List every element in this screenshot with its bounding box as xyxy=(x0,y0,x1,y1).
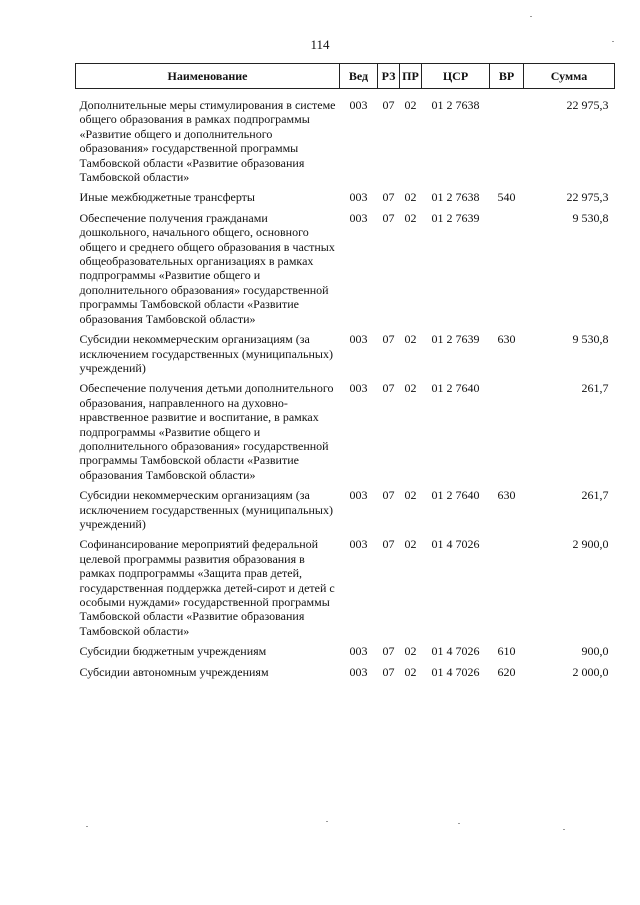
cell-sum: 9 530,8 xyxy=(572,210,609,225)
cell-ved: 003 xyxy=(349,664,368,679)
table-row xyxy=(76,381,615,488)
cell-csr: 01 2 7638 xyxy=(431,190,480,205)
cell-pr: 02 xyxy=(404,210,417,225)
cell-csr: 01 2 7639 xyxy=(431,210,480,225)
cell-sum: 22 975,3 xyxy=(566,98,609,112)
cell-rz: 07 xyxy=(382,644,395,659)
cell-sum: 900,0 xyxy=(581,644,609,659)
cell-name: Обеспечение получения детьми дополнительного образования, направленного на духовно-нравственное развитие и воспитание, в рамках подпрограммы «Развитие общего и дополнительного образования» государственной программы Тамбовской области «Развитие образования Тамбовской области» xyxy=(79,381,334,482)
cell-rz: 07 xyxy=(382,332,395,347)
cell-rz: 07 xyxy=(382,664,395,679)
cell-pr: 02 xyxy=(404,98,417,112)
cell-name: Субсидии автономным учреждениям xyxy=(79,664,269,679)
cell-sum: 2 900,0 xyxy=(572,537,609,552)
cell-rz: 07 xyxy=(382,537,395,552)
cell-pr: 02 xyxy=(404,537,417,552)
cell-csr: 01 2 7639 xyxy=(431,332,480,347)
cell-pr: 02 xyxy=(404,488,417,503)
table-row xyxy=(76,488,615,537)
cell-sum: 261,7 xyxy=(581,488,609,503)
scan-speck xyxy=(563,829,565,830)
cell-ved: 003 xyxy=(349,190,368,205)
header-csr: ЦСР xyxy=(422,64,490,89)
cell-rz: 07 xyxy=(382,488,395,503)
cell-name: Дополнительные меры стимулирования в системе общего образования в рамках подпрограммы «Развитие общего и дополнительного образования» государственной программы Тамбовской области «Развитие образования Тамбовской области» xyxy=(79,98,336,185)
table-row xyxy=(76,332,615,381)
cell-ved: 003 xyxy=(349,537,368,552)
cell-pr: 02 xyxy=(404,664,417,679)
cell-sum: 2 000,0 xyxy=(572,664,609,679)
cell-pr: 02 xyxy=(404,190,417,205)
cell-csr: 01 2 7640 xyxy=(431,488,480,503)
cell-pr: 02 xyxy=(404,332,417,347)
cell-vr xyxy=(490,89,524,191)
cell-vr: 610 xyxy=(497,644,516,659)
cell-name: Иные межбюджетные трансферты xyxy=(79,190,255,205)
cell-rz: 07 xyxy=(382,381,395,396)
table-row xyxy=(76,211,615,332)
cell-vr: 540 xyxy=(497,190,516,205)
scan-speck xyxy=(326,821,328,822)
cell-name: Субсидии некоммерческим организациям (за исключением государственных (муниципальных) учреждений) xyxy=(79,332,333,375)
scan-speck xyxy=(530,16,532,17)
cell-ved: 003 xyxy=(349,488,368,503)
cell-csr: 01 4 7026 xyxy=(431,537,480,552)
scan-speck xyxy=(612,41,614,42)
cell-csr: 01 2 7638 xyxy=(431,98,480,112)
scan-speck xyxy=(458,823,460,824)
table-row xyxy=(76,537,615,644)
cell-rz: 07 xyxy=(382,190,395,205)
header-name: Наименование xyxy=(76,64,340,89)
cell-ved: 003 xyxy=(349,98,368,112)
header-sum: Сумма xyxy=(524,64,615,89)
table-row xyxy=(76,190,615,210)
budget-table xyxy=(75,63,615,685)
cell-rz: 07 xyxy=(382,98,395,112)
cell-name: Субсидии некоммерческим организациям (за исключением государственных (муниципальных) учреждений) xyxy=(79,488,333,531)
cell-ved: 003 xyxy=(349,332,368,347)
cell-ved: 003 xyxy=(349,381,368,396)
cell-ved: 003 xyxy=(349,644,368,659)
page-number: 114 xyxy=(310,37,330,52)
cell-sum: 22 975,3 xyxy=(566,190,609,205)
cell-ved: 003 xyxy=(349,210,368,225)
cell-csr: 01 4 7026 xyxy=(431,664,480,679)
cell-name: Софинансирование мероприятий федеральной целевой программы развития образования в рамках подпрограммы «Защита прав детей, государственная поддержка детей-сирот и детей с особыми нуждами» государственной программы Тамбовской области «Развитие образования Тамбовской области» xyxy=(79,537,335,638)
cell-rz: 07 xyxy=(382,210,395,225)
cell-csr: 01 2 7640 xyxy=(431,381,480,396)
cell-name: Субсидии бюджетным учреждениям xyxy=(79,644,267,659)
cell-vr xyxy=(490,211,524,332)
table-row xyxy=(76,89,615,191)
cell-vr: 630 xyxy=(497,488,516,503)
table-header xyxy=(76,64,615,89)
scan-speck xyxy=(86,826,88,827)
header-pr: ПР xyxy=(400,64,422,89)
table-row xyxy=(76,644,615,664)
cell-vr: 620 xyxy=(497,664,516,679)
cell-csr: 01 4 7026 xyxy=(431,644,480,659)
cell-vr xyxy=(490,381,524,488)
cell-pr: 02 xyxy=(404,644,417,659)
header-vr: ВР xyxy=(490,64,524,89)
cell-vr: 630 xyxy=(497,332,516,347)
cell-name: Обеспечение получения гражданами дошкольного, начального общего, основного общего и среднего общего образования в частных общеобразовательных организациях в рамках подпрограммы «Развитие общего и дополнительного образования» государственной программы Тамбовской области «Развитие образования Тамбовской области» xyxy=(79,210,335,326)
cell-pr: 02 xyxy=(404,381,417,396)
header-rz: РЗ xyxy=(378,64,400,89)
table-body xyxy=(76,89,615,686)
table-row xyxy=(76,665,615,685)
cell-sum: 9 530,8 xyxy=(572,332,609,347)
cell-sum: 261,7 xyxy=(581,381,609,396)
cell-vr xyxy=(490,537,524,644)
header-ved: Вед xyxy=(340,64,378,89)
